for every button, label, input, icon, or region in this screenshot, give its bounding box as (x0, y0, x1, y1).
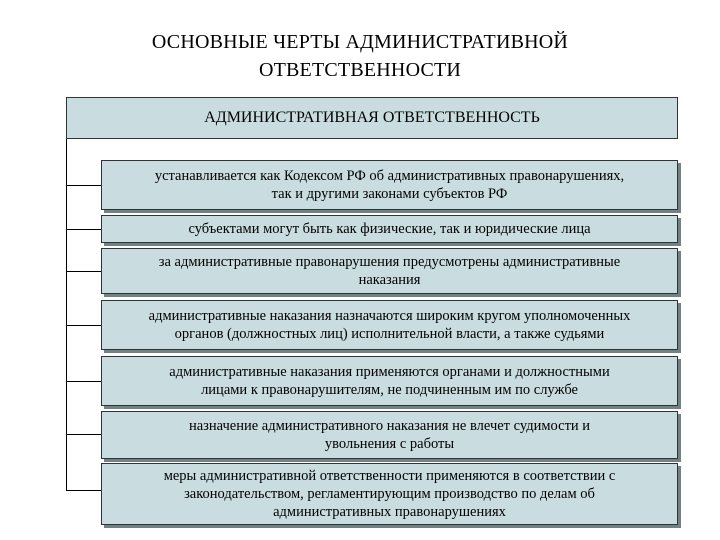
connector-5 (66, 381, 101, 382)
feature-7-line-3: административных правонарушениях (273, 504, 506, 520)
feature-box-2 (101, 215, 678, 243)
connector-4 (66, 325, 101, 326)
feature-5-line-2: лицами к правонарушителям, не подчиненным им по службе (201, 382, 578, 398)
title-line-1: ОСНОВНЫЕ ЧЕРТЫ АДМИНИСТРАТИВНОЙ (151, 31, 569, 53)
feature-box-6 (101, 411, 678, 459)
connector-7 (66, 490, 101, 491)
feature-6-line-2: увольнения с работы (324, 436, 455, 452)
feature-3-line-1: за административные правонарушения предусмотрены административные (158, 254, 621, 270)
feature-7-line-2: законодательством, регламентирующим производство по делам об (184, 486, 595, 502)
feature-box-3 (101, 248, 678, 294)
connector-6 (66, 434, 101, 435)
feature-box-7 (101, 463, 678, 525)
feature-box-1 (101, 160, 678, 210)
feature-box-4 (101, 300, 678, 350)
header-box: АДМИНИСТРАТИВНАЯ ОТВЕТСТВЕННОСТЬ (66, 97, 678, 139)
feature-3-line-2: наказания (358, 272, 421, 288)
feature-7-line-1: меры административной ответственности применяются в соответствии с (163, 468, 616, 484)
feature-2-line-1: субъектами могут быть как физические, так и юридические лица (188, 221, 591, 237)
tree-trunk-line (66, 139, 67, 491)
feature-1-line-1: устанавливается как Кодексом РФ об административных правонарушениях, (154, 168, 625, 184)
feature-6-line-1: назначение административного наказания не влечет судимости и (188, 418, 591, 434)
feature-box-5 (101, 356, 678, 406)
page-title (60, 28, 660, 84)
connector-2 (66, 229, 101, 230)
title-line-2: ОТВЕТСТВЕННОСТИ (258, 59, 462, 81)
connector-3 (66, 271, 101, 272)
connector-1 (66, 185, 101, 186)
feature-5-line-1: административные наказания применяются органами и должностными (169, 364, 610, 380)
feature-4-line-2: органов (должностных лиц) исполнительной власти, а также судьями (174, 326, 605, 342)
feature-1-line-2: так и другими законами субъектов РФ (271, 186, 508, 202)
feature-4-line-1: административные наказания назначаются широким кругом уполномоченных (148, 308, 631, 324)
